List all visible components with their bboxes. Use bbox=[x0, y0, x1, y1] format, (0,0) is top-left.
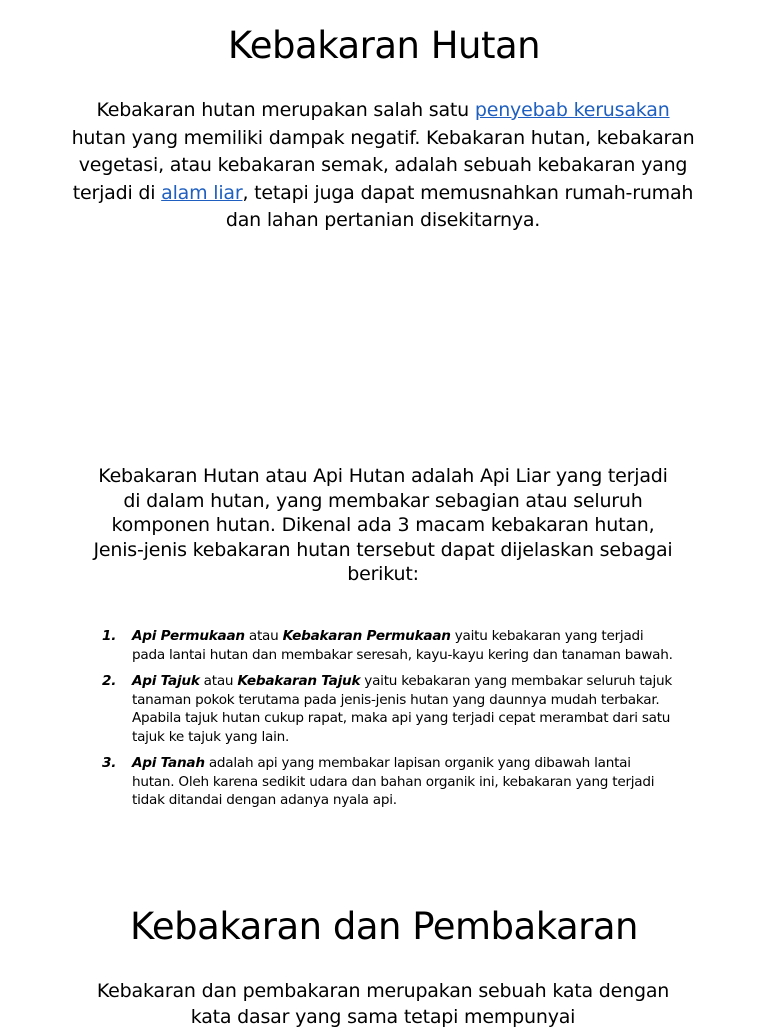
list-number: 3. bbox=[102, 755, 117, 771]
fire-types-list bbox=[96, 627, 676, 818]
intro-paragraph bbox=[70, 97, 696, 235]
term-primary: Api Permukaan bbox=[132, 628, 245, 644]
term-connector: atau bbox=[244, 628, 283, 644]
term-secondary: Kebakaran Permukaan bbox=[282, 628, 451, 644]
alam-liar-link[interactable]: alam liar bbox=[161, 181, 243, 204]
intro-text-part1: Kebakaran hutan merupakan salah satu bbox=[96, 99, 475, 121]
list-item bbox=[96, 754, 676, 810]
penyebab-kerusakan-link[interactable]: penyebab kerusakan bbox=[474, 99, 670, 121]
term-connector: atau bbox=[199, 673, 238, 689]
list-item-text: yaitu kebakaran yang terjadi pada lantai hutan dan membakar seresah, kayu-kayu kering dan tanaman bawah. bbox=[132, 628, 673, 663]
forest-fire-definition: Kebakaran Hutan atau Api Hutan adalah Api Liar yang terjadi di dalam hutan, yang membakar sebagian atau seluruh komponen hutan. Dikenal ada 3 macam kebakaran hutan, Jenis-jenis kebakaran hutan tersebut dapat dijelaskan sebagai berikut: bbox=[93, 465, 673, 586]
list-number: 2. bbox=[102, 673, 117, 689]
term-primary: Api Tanah bbox=[132, 755, 205, 771]
page-title: Kebakaran Hutan bbox=[227, 24, 541, 67]
intro-text-part2: hutan yang memiliki dampak negatif. Kebakaran hutan, kebakaran vegetasi, atau kebakaran semak, adalah sebuah kebakaran yang terjadi di bbox=[71, 126, 695, 204]
section-paragraph: Kebakaran dan pembakaran merupakan sebuah kata dengan kata dasar yang sama tetapi mempunyai bbox=[96, 980, 670, 1028]
list-item bbox=[96, 627, 676, 664]
term-primary: Api Tajuk bbox=[132, 673, 200, 689]
section-title: Kebakaran dan Pembakaran bbox=[129, 905, 638, 948]
list-item bbox=[96, 672, 676, 746]
list-item-text: yaitu kebakaran yang membakar seluruh tajuk tanaman pokok terutama pada jenis-jenis hutan yang daunnya mudah terbakar. Apabila tajuk hutan cukup rapat, maka api yang terjadi cepat merambat dari satu tajuk ke tajuk yang lain. bbox=[132, 673, 673, 745]
list-item-text: adalah api yang membakar lapisan organik yang dibawah lantai hutan. Oleh karena sedikit udara dan bahan organik ini, kebakaran yang terjadi tidak ditandai dengan adanya nyala api. bbox=[132, 755, 655, 808]
intro-text-part3: , tetapi juga dapat memusnahkan rumah-rumah dan lahan pertanian disekitarnya. bbox=[225, 181, 694, 231]
term-secondary: Kebakaran Tajuk bbox=[237, 673, 361, 689]
list-number: 1. bbox=[102, 628, 117, 644]
